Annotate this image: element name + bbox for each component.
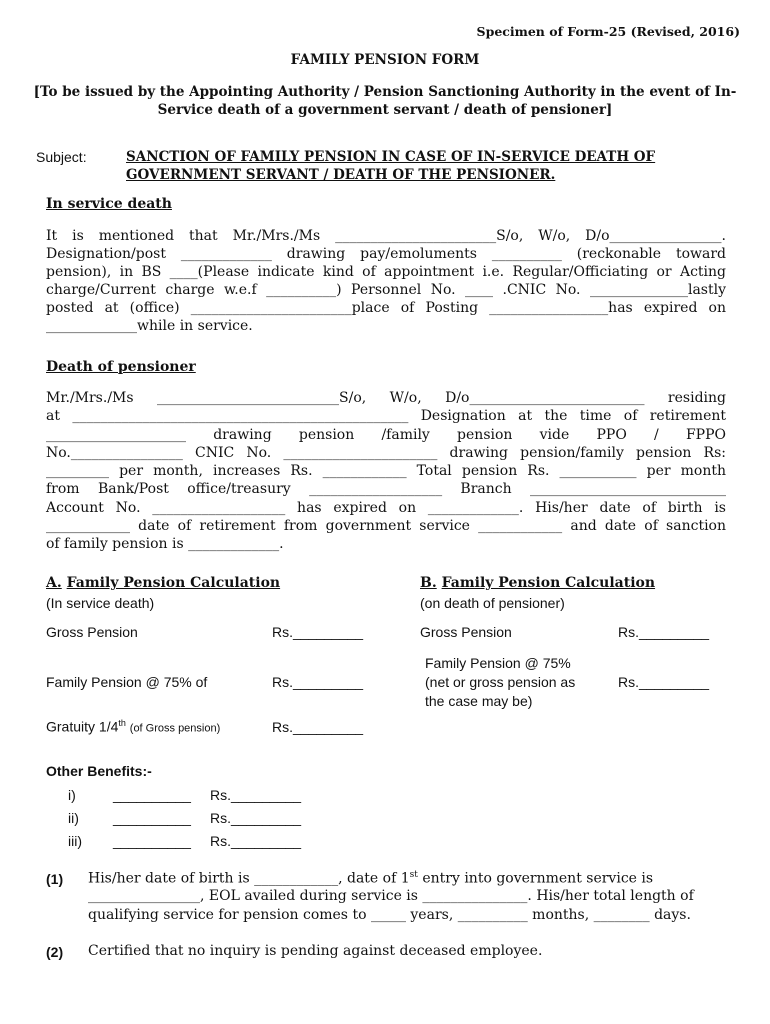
death-pensioner-line: from Bank/Post office/treasury ___________________ Branch ____________________________: [46, 481, 726, 497]
specimen-label: Specimen of Form-25 (Revised, 2016): [476, 24, 740, 39]
benefit-num: i): [68, 787, 76, 803]
death-pensioner-line: at ________________________________________________ Designation at the time of retirement: [46, 408, 726, 424]
para-1-line-1: [88, 870, 653, 887]
benefit-blank: __________: [113, 810, 191, 826]
calc-a-family-label: Family Pension @ 75% of: [46, 674, 208, 690]
gratuity-note: (of Gross pension): [129, 722, 221, 735]
calc-b-gross-label: Gross Pension: [420, 624, 512, 640]
calc-b-prefix: B.: [420, 575, 437, 591]
calc-b-title: Family Pension Calculation: [441, 575, 656, 591]
para-2-number: (2): [46, 944, 64, 960]
death-pensioner-line: of family pension is _____________.: [46, 536, 284, 552]
para-1-sup: st: [409, 870, 418, 880]
para-1-number: (1): [46, 871, 64, 887]
in-service-line: It is mentioned that Mr./Mrs./Ms _______________________S/o, W/o, D/o________________.: [46, 228, 726, 244]
calc-a-gross-value: Rs._________: [272, 624, 364, 640]
death-pensioner-line: ____________ date of retirement from government service ____________ and date of sanction: [46, 518, 726, 534]
calc-a-gross-label: Gross Pension: [46, 624, 138, 640]
death-pensioner-line: ____________________ drawing pension /family pension vide PPO / FPPO: [46, 427, 726, 443]
benefit-rs: Rs._________: [210, 787, 302, 803]
calc-a-gratuity-value: Rs._________: [272, 719, 364, 735]
benefit-num: iii): [68, 833, 82, 849]
gratuity-sup: th: [118, 718, 126, 728]
calc-a-sub: (In service death): [46, 595, 155, 611]
calc-b-gross-value: Rs._________: [618, 624, 710, 640]
para-2-text: Certified that no inquiry is pending against deceased employee.: [88, 943, 543, 959]
in-service-line: pension), in BS ____(Please indicate kind of appointment i.e. Regular/Officiating or Acting: [46, 264, 726, 280]
calc-a-heading: [46, 575, 280, 591]
benefit-blank: __________: [113, 833, 191, 849]
calc-b-family-line-1: Family Pension @ 75%: [425, 655, 571, 671]
para-1-line-3: qualifying service for pension comes to _____ years, __________ months, ________ days.: [88, 907, 691, 923]
calc-b-heading: [420, 575, 655, 591]
para-1-line-1-b: entry into government service is: [417, 870, 654, 887]
in-service-line: posted at (office) _______________________place of Posting _________________has expired on: [46, 300, 726, 316]
calc-a-family-value: Rs._________: [272, 674, 364, 690]
form-title: FAMILY PENSION FORM: [290, 52, 480, 68]
benefit-rs: Rs._________: [210, 810, 302, 826]
subject-line-2: GOVERNMENT SERVANT / DEATH OF THE PENSIONER.: [126, 167, 556, 183]
death-pensioner-line: _________ per month, increases Rs. ____________ Total pension Rs. ___________ per month: [46, 463, 726, 479]
calc-b-family-value: Rs._________: [618, 674, 710, 690]
death-pensioner-line: No.________________ CNIC No. ______________________ drawing pension/family pension Rs:: [46, 445, 726, 461]
subtitle-line-2: Service death of a government servant / death of pensioner]: [157, 102, 613, 118]
calc-a-prefix: A.: [46, 575, 62, 591]
in-service-heading: In service death: [46, 196, 172, 212]
calc-b-sub: (on death of pensioner): [420, 595, 565, 611]
subject-line-1: SANCTION OF FAMILY PENSION IN CASE OF IN-SERVICE DEATH OF: [126, 149, 656, 165]
in-service-line: _____________while in service.: [46, 318, 253, 334]
subject-label: Subject:: [36, 149, 87, 165]
death-pensioner-heading: Death of pensioner: [46, 359, 196, 375]
calc-b-family-line-2: (net or gross pension as: [425, 674, 576, 690]
para-1-line-1-a: His/her date of birth is ____________, date of 1: [88, 870, 410, 887]
calc-a-gratuity-label: [46, 718, 220, 735]
calc-b-family-line-3: the case may be): [425, 693, 533, 709]
in-service-line: charge/Current charge w.e.f __________) Personnel No. ____ .CNIC No. ______________lastly: [46, 282, 726, 298]
benefit-blank: __________: [113, 787, 191, 803]
gratuity-text: Gratuity 1/4: [46, 718, 119, 735]
benefit-rs: Rs._________: [210, 833, 302, 849]
death-pensioner-line: Account No. ___________________ has expired on _____________. His/her date of birth is: [46, 500, 726, 516]
subtitle-line-1: [To be issued by the Appointing Authority / Pension Sanctioning Authority in the event of In-: [33, 84, 737, 100]
other-benefits-heading: Other Benefits:-: [46, 763, 152, 779]
benefit-num: ii): [68, 810, 79, 826]
death-pensioner-line: Mr./Mrs./Ms __________________________S/o, W/o, D/o_________________________ residing: [46, 390, 726, 406]
calc-a-title: Family Pension Calculation: [66, 575, 281, 591]
para-1-line-2: ________________, EOL availed during service is _______________. His/her total length of: [88, 888, 694, 904]
in-service-line: Designation/post _____________ drawing pay/emoluments __________ (reckonable toward: [46, 246, 726, 262]
